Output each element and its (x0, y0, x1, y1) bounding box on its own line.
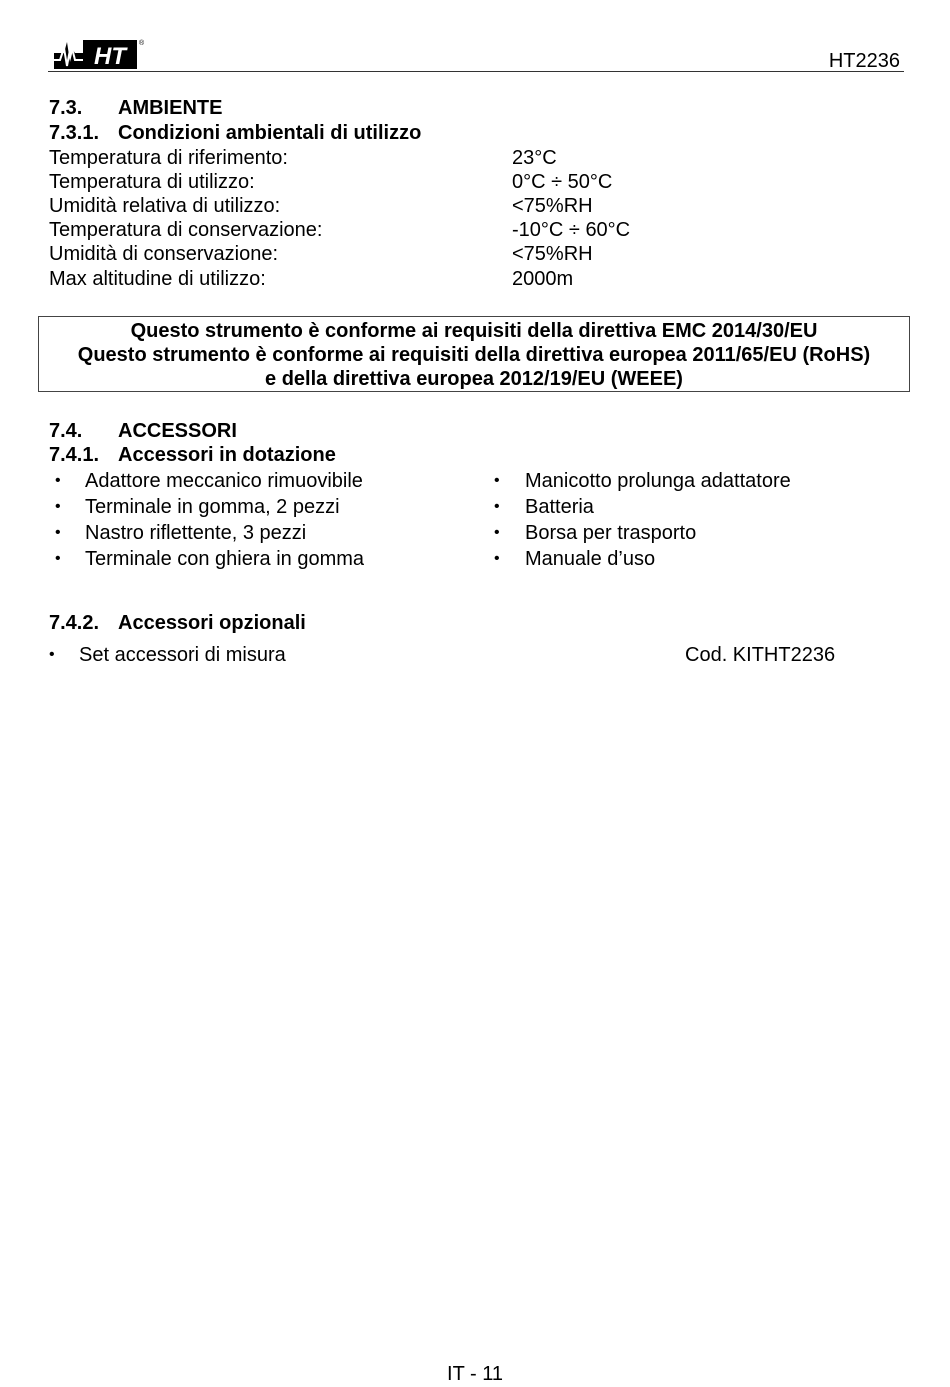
conformity-notice-box (38, 316, 910, 392)
list-item: Terminale in gomma, 2 pezzi (85, 496, 340, 518)
optional-item-code: Cod. KITHT2236 (685, 644, 836, 666)
bullet-icon: • (55, 550, 61, 567)
list-item: Terminale con ghiera in gomma (85, 548, 365, 570)
svg-text:®: ® (139, 40, 145, 47)
spec-label: Umidità relativa di utilizzo: (49, 195, 281, 217)
list-item: Batteria (525, 496, 594, 518)
ht-logo (50, 38, 145, 70)
spec-label: Temperatura di conservazione: (49, 219, 323, 241)
spec-value: <75%RH (512, 243, 593, 265)
spec-value: -10°C ÷ 60°C (512, 219, 631, 241)
spec-label: Max altitudine di utilizzo: (49, 268, 266, 290)
conformity-line: e della direttiva europea 2012/19/EU (WEEE) (265, 368, 683, 390)
section-title-accessori: ACCESSORI (118, 420, 237, 442)
spec-value: 2000m (512, 268, 574, 290)
spec-label: Temperatura di utilizzo: (49, 171, 255, 193)
spec-value: <75%RH (512, 195, 593, 217)
section-number-7-4-1: 7.4.1. (49, 444, 100, 466)
bullet-icon: • (494, 550, 500, 567)
page-number: IT - 11 (447, 1363, 503, 1385)
list-item: Borsa per trasporto (525, 522, 697, 544)
list-item: Nastro riflettente, 3 pezzi (85, 522, 307, 544)
bullet-icon: • (494, 498, 500, 515)
bullet-icon: • (494, 472, 500, 489)
section-number-7-3-1: 7.3.1. (49, 122, 100, 144)
spec-label: Temperatura di riferimento: (49, 147, 288, 169)
list-item: Manicotto prolunga adattatore (525, 470, 791, 492)
conformity-line: Questo strumento è conforme ai requisiti della direttiva europea 2011/65/EU (RoHS) (77, 344, 871, 366)
bullet-icon: • (55, 472, 61, 489)
svg-text:HT: HT (94, 43, 126, 70)
bullet-icon: • (55, 498, 61, 515)
spec-label: Umidità di conservazione: (49, 243, 278, 265)
spec-value: 0°C ÷ 50°C (512, 171, 613, 193)
section-title-opzionali: Accessori opzionali (118, 612, 306, 634)
document-code: HT2236 (828, 50, 900, 72)
list-item: Adattore meccanico rimuovibile (85, 470, 363, 492)
bullet-icon: • (55, 524, 61, 541)
conformity-line: Questo strumento è conforme ai requisiti della direttiva EMC 2014/30/EU (130, 320, 818, 342)
header-divider (48, 71, 904, 72)
section-title-ambiente: AMBIENTE (118, 97, 223, 119)
section-title-in-dotazione: Accessori in dotazione (118, 444, 336, 466)
ht-logo-icon (50, 38, 145, 70)
list-item: Manuale d’uso (525, 548, 656, 570)
section-number-7-4: 7.4. (49, 420, 83, 442)
optional-item-label: Set accessori di misura (79, 644, 286, 666)
bullet-icon: • (494, 524, 500, 541)
section-number-7-3: 7.3. (49, 97, 83, 119)
spec-value: 23°C (512, 147, 557, 169)
bullet-icon: • (49, 646, 55, 663)
section-title-condizioni: Condizioni ambientali di utilizzo (118, 122, 422, 144)
section-number-7-4-2: 7.4.2. (49, 612, 100, 634)
